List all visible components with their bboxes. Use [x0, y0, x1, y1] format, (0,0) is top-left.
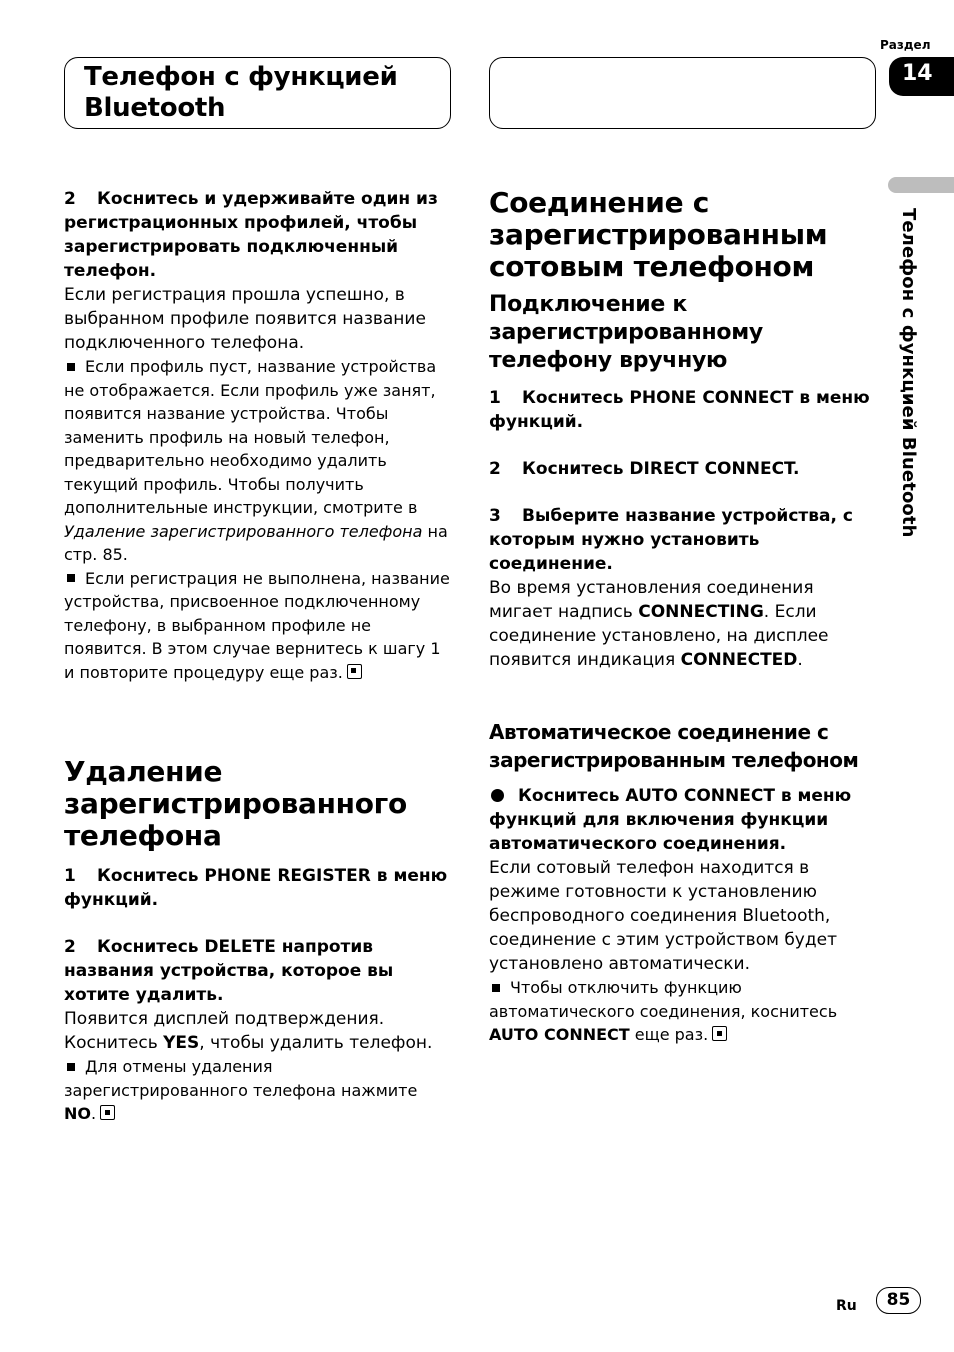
left-column	[64, 187, 454, 1126]
header-title-box	[64, 57, 451, 129]
step-number: 2	[64, 937, 76, 957]
step-number: 2	[489, 459, 501, 479]
step-number: 1	[64, 866, 76, 886]
note-registration-failed: Если регистрация не выполнена, название устройства, присвоенное подключенному телефону, в выбранном профиле не появится. В этом случае вернитесь к шагу 1 и повторите процедуру еще раз.	[64, 568, 450, 682]
step-auto	[489, 784, 879, 856]
step-text: Коснитесь DIRECT CONNECT.	[522, 459, 800, 479]
step-text: Выберите название устройства, с которым нужно установить соединение.	[489, 506, 853, 574]
step-manual-1	[489, 386, 879, 434]
language-code: Ru	[836, 1298, 857, 1314]
paragraph: Если регистрация прошла успешно, в выбранном профиле появится название подключенного телефона.	[64, 285, 426, 353]
step-text: Коснитесь PHONE REGISTER в меню функций.	[64, 866, 448, 910]
note-disable-auto: Чтобы отключить функцию автоматического соединения, коснитесь AUTO CONNECT еще раз.	[489, 978, 838, 1044]
status-label: CONNECTING	[638, 602, 764, 622]
right-column	[489, 187, 879, 1047]
end-of-section-icon	[712, 1026, 727, 1041]
key-label: NO	[64, 1104, 91, 1123]
subheading-auto-connect: Автоматическое соединение с зарегистрированным телефоном	[489, 720, 859, 772]
paragraph: Появится дисплей подтверждения. Коснитесь YES, чтобы удалить телефон.	[64, 1009, 433, 1053]
end-of-section-icon	[100, 1105, 115, 1120]
step-number: 1	[489, 388, 501, 408]
note-cancel-delete: Для отмены удаления зарегистрированного телефона нажмите NO.	[64, 1057, 418, 1123]
step-delete-2	[64, 935, 454, 1007]
section-label: Раздел	[880, 38, 931, 52]
step-text: Коснитесь AUTO CONNECT в меню функций для включения функции автоматического соединения.	[489, 786, 852, 854]
note-profile-empty: Если профиль пуст, название устройства не отображается. Если профиль уже занят, появится название устройства. Чтобы заменить профиль на новый телефон, предварительно необходимо удалить текущий профиль. Чтобы получить дополнительные инструкции, смотрите в Удаление зарегистрированного телефона на стр. 85.	[64, 357, 448, 564]
status-label: CONNECTED	[680, 650, 798, 670]
side-tab-marker	[888, 177, 954, 193]
cross-reference: Удаление зарегистрированного телефона	[64, 521, 423, 541]
square-bullet-icon	[67, 574, 75, 582]
key-label: AUTO CONNECT	[489, 1025, 630, 1044]
end-of-section-icon	[347, 664, 362, 679]
step-manual-2	[489, 457, 879, 481]
step-text: Коснитесь и удерживайте один из регистрационных профилей, чтобы зарегистрировать подключенный телефон.	[64, 189, 438, 281]
step-number: 2	[64, 189, 76, 209]
step-number: 3	[489, 506, 501, 526]
square-bullet-icon	[67, 363, 75, 371]
key-label: YES	[163, 1033, 200, 1053]
subheading-manual-connect: Подключение к зарегистрированному телефону вручную	[489, 292, 763, 373]
round-bullet-icon	[491, 789, 504, 802]
paragraph: Если сотовый телефон находится в режиме готовности к установлению беспроводного соединения Bluetooth, соединение с этим устройством будет установлено автоматически.	[489, 858, 837, 974]
step-text: Коснитесь DELETE напротив названия устройства, которое вы хотите удалить.	[64, 937, 394, 1005]
heading-delete-phone: Удаление зарегистрированного телефона	[64, 755, 407, 852]
step-manual-3	[489, 504, 879, 576]
step-text: Коснитесь PHONE CONNECT в меню функций.	[489, 388, 870, 432]
header-empty-box	[489, 57, 876, 129]
square-bullet-icon	[492, 984, 500, 992]
step-delete-1	[64, 864, 454, 912]
paragraph: Во время установления соединения мигает надпись CONNECTING. Если соединение установлено, на дисплее появится индикация CONNECTED.	[489, 578, 829, 670]
square-bullet-icon	[67, 1063, 75, 1071]
side-vertical-title: Телефон с функцией Bluetooth	[898, 208, 919, 538]
section-number-tab: 14	[889, 57, 954, 96]
step-register-2	[64, 187, 454, 283]
heading-connect-phone: Соединение с зарегистрированным сотовым телефоном	[489, 186, 828, 283]
page-number: 85	[876, 1287, 921, 1314]
header-title: Телефон с функцией Bluetooth	[84, 62, 398, 123]
